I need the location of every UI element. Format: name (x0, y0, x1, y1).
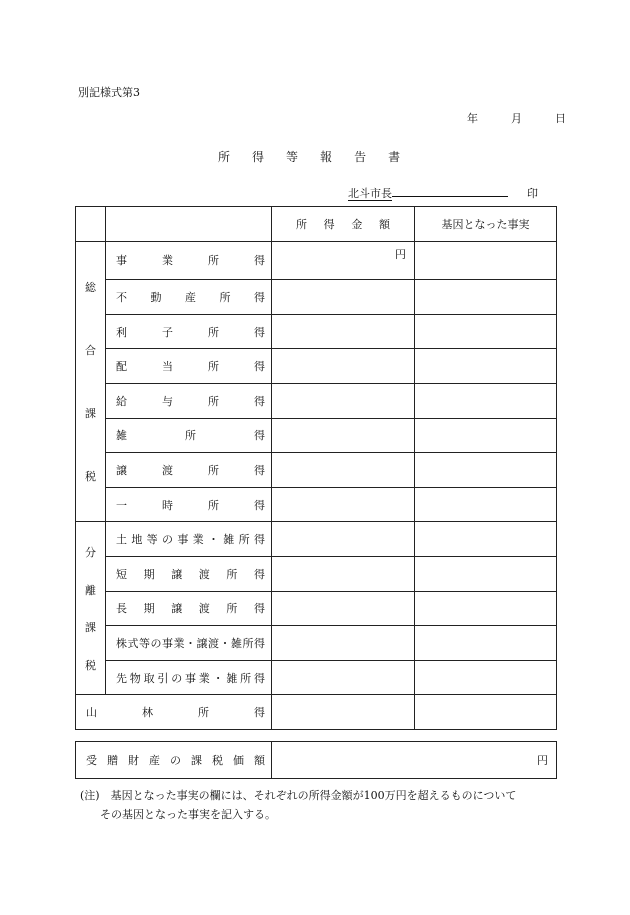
char: 給 (116, 394, 127, 408)
header-blank-2 (106, 207, 272, 242)
char: 渡 (208, 636, 219, 650)
reason-field[interactable] (415, 453, 557, 488)
table-row (76, 241, 557, 280)
table-row (76, 626, 557, 661)
income-label-text (116, 566, 265, 582)
char: 等 (146, 533, 158, 547)
char: 林 (142, 706, 153, 720)
char: 分 (85, 546, 96, 560)
amount-field[interactable] (272, 418, 415, 453)
char: 得 (254, 463, 265, 477)
table-row (76, 487, 557, 522)
note-line1: 基因となった事実の欄には、それぞれの所得金額が100万円を超えるものについて (110, 789, 517, 802)
income-label-text (116, 531, 265, 547)
char: 当 (162, 360, 173, 374)
income-table (75, 206, 557, 730)
gift-row (76, 742, 557, 779)
char: 等 (139, 636, 150, 650)
char: 総 (85, 280, 96, 294)
char: 所 (208, 360, 219, 374)
amount-field[interactable] (272, 349, 415, 384)
char: 所 (219, 290, 231, 304)
char: 事 (177, 533, 189, 547)
char: の (150, 636, 162, 650)
amount-field[interactable] (272, 626, 415, 661)
income-label-text (116, 289, 265, 305)
income-label (106, 349, 272, 384)
char: 子 (162, 325, 173, 339)
table-row (76, 453, 557, 488)
char: 所 (226, 602, 238, 616)
char: 得 (254, 636, 265, 650)
char: ・ (219, 636, 231, 650)
header-blank-1 (76, 207, 106, 242)
char: 業 (192, 533, 204, 547)
forest-row (76, 695, 557, 730)
amount-field[interactable] (272, 487, 415, 522)
income-label (106, 660, 272, 695)
date-day: 日 (555, 112, 566, 125)
char: 渡 (162, 463, 173, 477)
char: 産 (185, 290, 196, 304)
char: 地 (131, 533, 143, 547)
char: 等 (286, 150, 299, 164)
reason-field[interactable] (415, 418, 557, 453)
char: 所 (242, 636, 254, 650)
note (80, 786, 560, 824)
table-row (76, 280, 557, 315)
char: 期 (143, 602, 155, 616)
income-label (106, 626, 272, 661)
char: の (171, 671, 183, 685)
income-label (106, 241, 272, 280)
char: 産 (149, 754, 160, 767)
date-line (467, 110, 566, 126)
char: の (170, 754, 181, 767)
char: 与 (162, 394, 173, 408)
header-reason: 基因となった事実 (415, 207, 557, 242)
header-row (76, 207, 557, 242)
char: 先 (116, 671, 127, 685)
char: 額 (378, 217, 390, 231)
char: 短 (116, 567, 127, 581)
gift-unit: 円 (537, 754, 548, 767)
char: 時 (162, 498, 173, 512)
char: 離 (85, 583, 96, 597)
char: 雑 (231, 636, 242, 650)
income-label (106, 314, 272, 349)
char: 所 (296, 217, 307, 231)
char: 期 (143, 567, 155, 581)
category-cell (76, 522, 106, 695)
amount-field[interactable] (272, 280, 415, 315)
date-year: 年 (467, 112, 478, 125)
income-label (106, 522, 272, 557)
char: 渡 (198, 602, 210, 616)
reason-field[interactable] (415, 487, 557, 522)
mayor-label: 北斗市長 (348, 187, 392, 200)
char: 所 (238, 533, 250, 547)
char: 得 (253, 533, 265, 547)
char: 土 (116, 533, 127, 547)
gift-label (76, 742, 272, 779)
char: 利 (116, 325, 127, 339)
char: 所 (185, 429, 196, 443)
char: 事 (162, 636, 173, 650)
char: 得 (253, 671, 265, 685)
table-row (76, 660, 557, 695)
char: 得 (253, 602, 265, 616)
income-label-text (116, 670, 265, 686)
char: 受 (86, 754, 97, 767)
char: 不 (116, 290, 127, 304)
income-label-text (116, 427, 265, 443)
category-cell (76, 241, 106, 522)
char: 業 (198, 671, 210, 685)
income-label (106, 418, 272, 453)
amount-field[interactable] (272, 314, 415, 349)
income-label (106, 383, 272, 418)
char: 式 (127, 636, 139, 650)
char: 課 (85, 621, 96, 635)
char: 所 (208, 498, 219, 512)
income-label-text (116, 324, 265, 340)
char: 業 (162, 254, 173, 268)
table-row (76, 314, 557, 349)
header-amount-text (296, 216, 390, 232)
char: 一 (116, 498, 127, 512)
char: 得 (252, 150, 265, 164)
reason-field[interactable] (415, 556, 557, 591)
income-label-text (116, 497, 265, 513)
income-label-text (116, 462, 265, 478)
char: 株 (116, 636, 127, 650)
char: 渡 (198, 567, 210, 581)
char: 事 (184, 671, 196, 685)
char: 所 (208, 325, 219, 339)
char: 得 (254, 394, 265, 408)
char: 譲 (196, 636, 208, 650)
char: 所 (218, 150, 231, 164)
char: 譲 (171, 602, 183, 616)
name-line (392, 186, 508, 197)
amount-field[interactable] (272, 383, 415, 418)
char: 所 (208, 394, 219, 408)
char: の (161, 533, 173, 547)
amount-field[interactable] (272, 241, 415, 280)
char: ・ (185, 636, 196, 650)
char: 得 (253, 567, 265, 581)
char: 報 (320, 150, 333, 164)
forest-label (76, 695, 272, 730)
char: 雑 (116, 429, 127, 443)
char: 税 (212, 754, 223, 767)
amount-field[interactable] (272, 695, 415, 730)
table-row (76, 556, 557, 591)
reason-field[interactable] (415, 383, 557, 418)
amount-field[interactable] (272, 556, 415, 591)
char: 雑 (226, 671, 238, 685)
char: ・ (212, 671, 224, 685)
char: 額 (254, 754, 265, 767)
char: 所 (198, 706, 209, 720)
income-label (106, 556, 272, 591)
char: 所 (240, 671, 252, 685)
char: 所 (226, 567, 238, 581)
char: 合 (85, 343, 96, 357)
amount-field[interactable] (272, 660, 415, 695)
char: 課 (191, 754, 202, 767)
reason-field[interactable] (415, 241, 557, 280)
income-label (106, 487, 272, 522)
table-row (76, 591, 557, 626)
reason-field[interactable] (415, 349, 557, 384)
char: 得 (254, 498, 265, 512)
char: 物 (129, 671, 141, 685)
char: 長 (116, 602, 127, 616)
char: 配 (116, 360, 127, 374)
note-prefix: (注) (80, 789, 100, 802)
char: 書 (388, 150, 401, 164)
char: 金 (351, 217, 363, 231)
char: 所 (208, 254, 219, 268)
char: 告 (354, 150, 367, 164)
amount-field[interactable] (272, 522, 415, 557)
form-number: 別記様式第3 (78, 86, 140, 99)
document-title (218, 148, 400, 165)
addressee (348, 185, 538, 201)
reason-field[interactable] (415, 626, 557, 661)
char: 山 (86, 706, 97, 720)
category-label (76, 255, 105, 507)
char: 財 (128, 754, 139, 767)
char: 引 (157, 671, 169, 685)
seal-mark: 印 (527, 187, 538, 200)
char: 得 (254, 360, 265, 374)
reason-field[interactable] (415, 314, 557, 349)
char: 雑 (223, 533, 235, 547)
char: 所 (208, 463, 219, 477)
char: 動 (150, 290, 162, 304)
gift-table (75, 741, 557, 779)
reason-field[interactable] (415, 660, 557, 695)
gift-amount-field[interactable] (272, 742, 557, 779)
income-label-text (116, 600, 265, 616)
table-row (76, 522, 557, 557)
income-label-text (116, 252, 265, 268)
char: 課 (85, 406, 96, 420)
amount-field[interactable] (272, 591, 415, 626)
char: ・ (207, 533, 219, 547)
amount-field[interactable] (272, 453, 415, 488)
table-row (76, 383, 557, 418)
char: 贈 (107, 754, 118, 767)
char: 譲 (116, 463, 127, 477)
char: 得 (254, 325, 265, 339)
char: 譲 (171, 567, 183, 581)
char: 得 (254, 429, 265, 443)
date-month: 月 (511, 112, 522, 125)
header-amount (272, 207, 415, 242)
char: 得 (254, 706, 265, 720)
income-label-text (116, 393, 265, 409)
char: 業 (173, 636, 185, 650)
income-label (106, 453, 272, 488)
char: 事 (116, 254, 127, 268)
char: 税 (85, 658, 96, 672)
reason-field[interactable] (415, 280, 557, 315)
reason-field[interactable] (415, 695, 557, 730)
income-label (106, 280, 272, 315)
table-row (76, 418, 557, 453)
char: 得 (254, 254, 265, 268)
income-label-text (116, 635, 265, 651)
table-row (76, 349, 557, 384)
char: 得 (323, 217, 335, 231)
char: 価 (233, 754, 244, 767)
char: 税 (85, 469, 96, 483)
reason-field[interactable] (415, 522, 557, 557)
char: 取 (143, 671, 155, 685)
reason-field[interactable] (415, 591, 557, 626)
income-label-text (116, 358, 265, 374)
category-label (76, 533, 105, 683)
forest-label-text (86, 704, 265, 720)
note-line2: その基因となった事実を記入する。 (100, 808, 276, 821)
char: 得 (254, 290, 265, 304)
yen-unit: 円 (395, 247, 406, 261)
income-label (106, 591, 272, 626)
